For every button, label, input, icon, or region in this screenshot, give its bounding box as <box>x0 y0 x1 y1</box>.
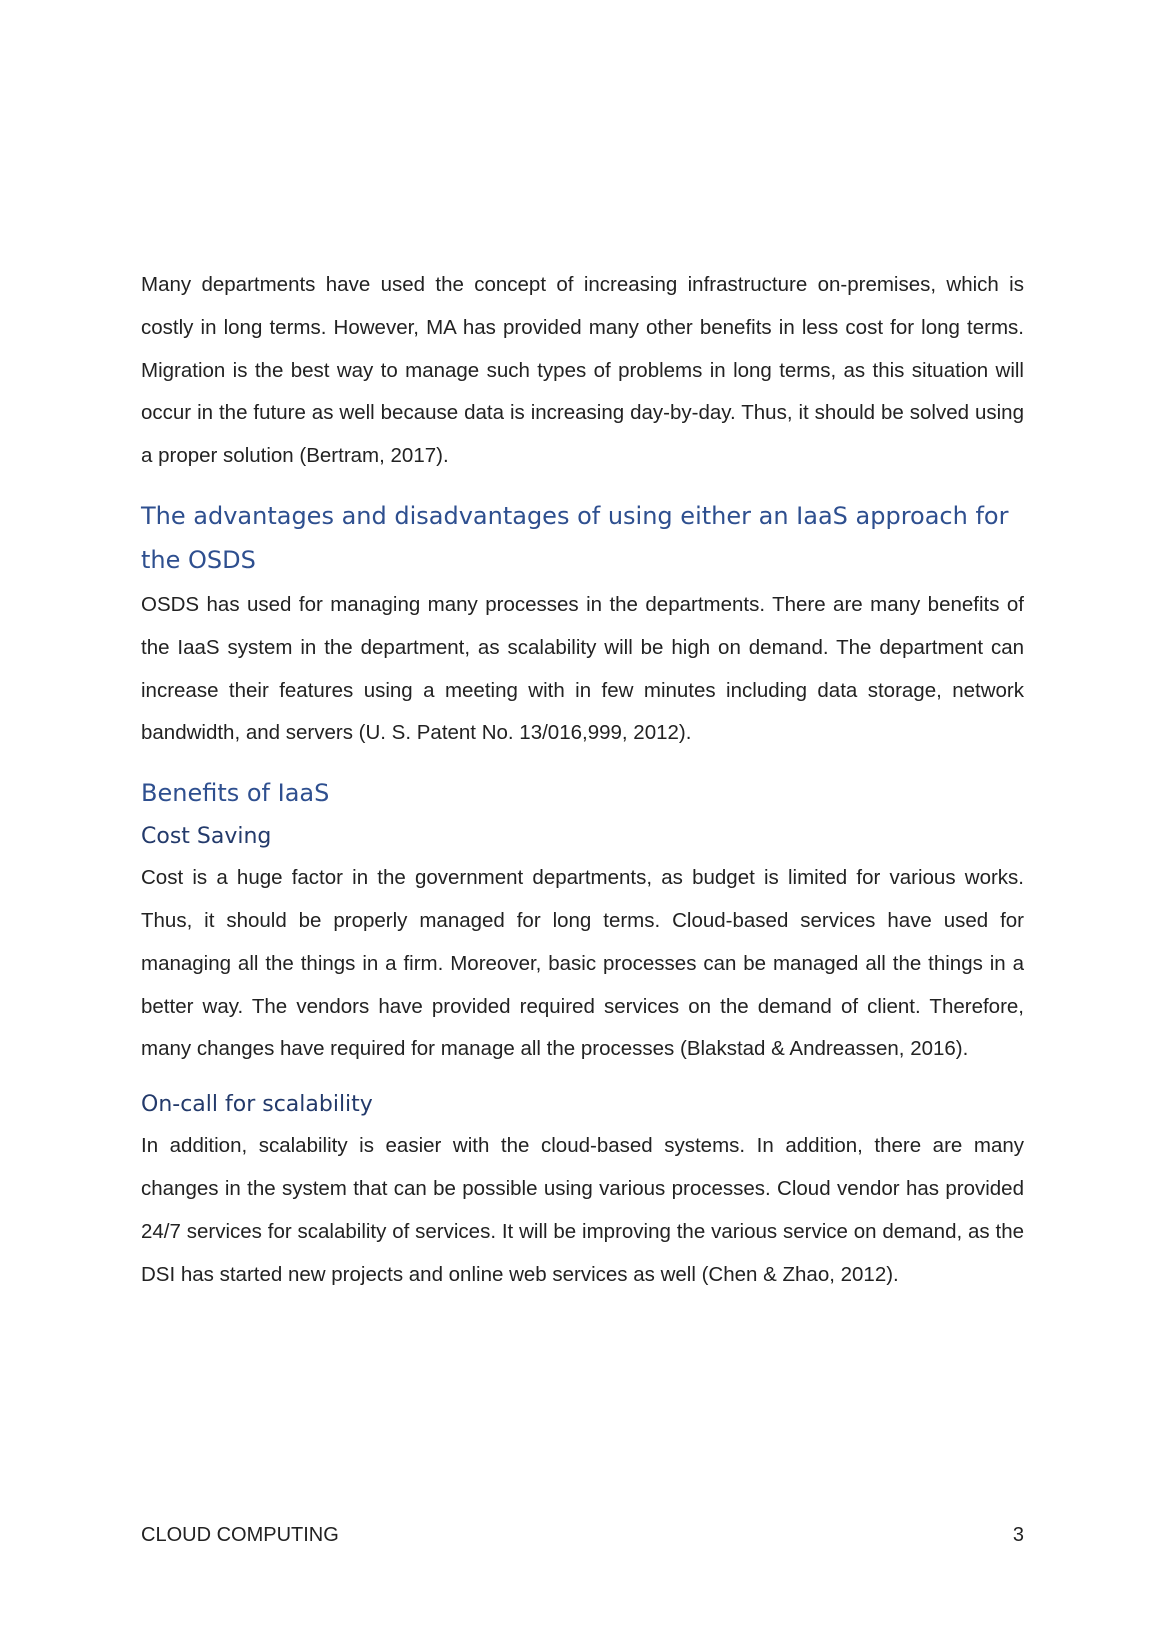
section-heading-benefits: Benefits of IaaS <box>141 779 330 808</box>
subsection-heading-on-call: On-call for scalability <box>141 1092 373 1118</box>
page-footer <box>141 1520 1024 1550</box>
page-number: 3 <box>1012 1524 1024 1546</box>
section-heading-advantages: The advantages and disadvantages of using either an IaaS approach for the OSDS <box>141 501 1009 574</box>
subsection-heading-cost-saving: Cost Saving <box>141 824 272 850</box>
body-paragraph: Cost is a huge factor in the government departments, as budget is limited for various works. Thus, it should be properly managed for long terms. Cloud-based services have used for managing all the things in a firm. Moreover, basic processes can be managed all the things in a better way. The vendors have provided required services on the demand of client. Therefore, many changes have required for manage all the processes (Blakstad & Andreassen, 2016). <box>141 866 1024 1061</box>
body-paragraph: Many departments have used the concept of increasing infrastructure on-premises, which is costly in long terms. However, MA has provided many other benefits in less cost for long terms. Migration is the best way to manage such types of problems in long terms, as this situation will occur in the future as well because data is increasing day-by-day. Thus, it should be solved using a proper solution (Bertram, 2017). <box>141 273 1024 468</box>
body-paragraph: OSDS has used for managing many processes in the departments. There are many benefits of the IaaS system in the department, as scalability will be high on demand. The department can increase their features using a meeting with in few minutes including data storage, network bandwidth, and servers (U. S. Patent No. 13/016,999, 2012). <box>141 592 1024 745</box>
body-paragraph: In addition, scalability is easier with the cloud-based systems. In addition, there are many changes in the system that can be possible using various processes. Cloud vendor has provided 24/7 services for scalability of services. It will be improving the various service on demand, as the DSI has started new projects and online web services as well (Chen & Zhao, 2012). <box>141 1134 1024 1286</box>
document-body <box>141 264 1024 1296</box>
running-title: CLOUD COMPUTING <box>141 1524 339 1546</box>
